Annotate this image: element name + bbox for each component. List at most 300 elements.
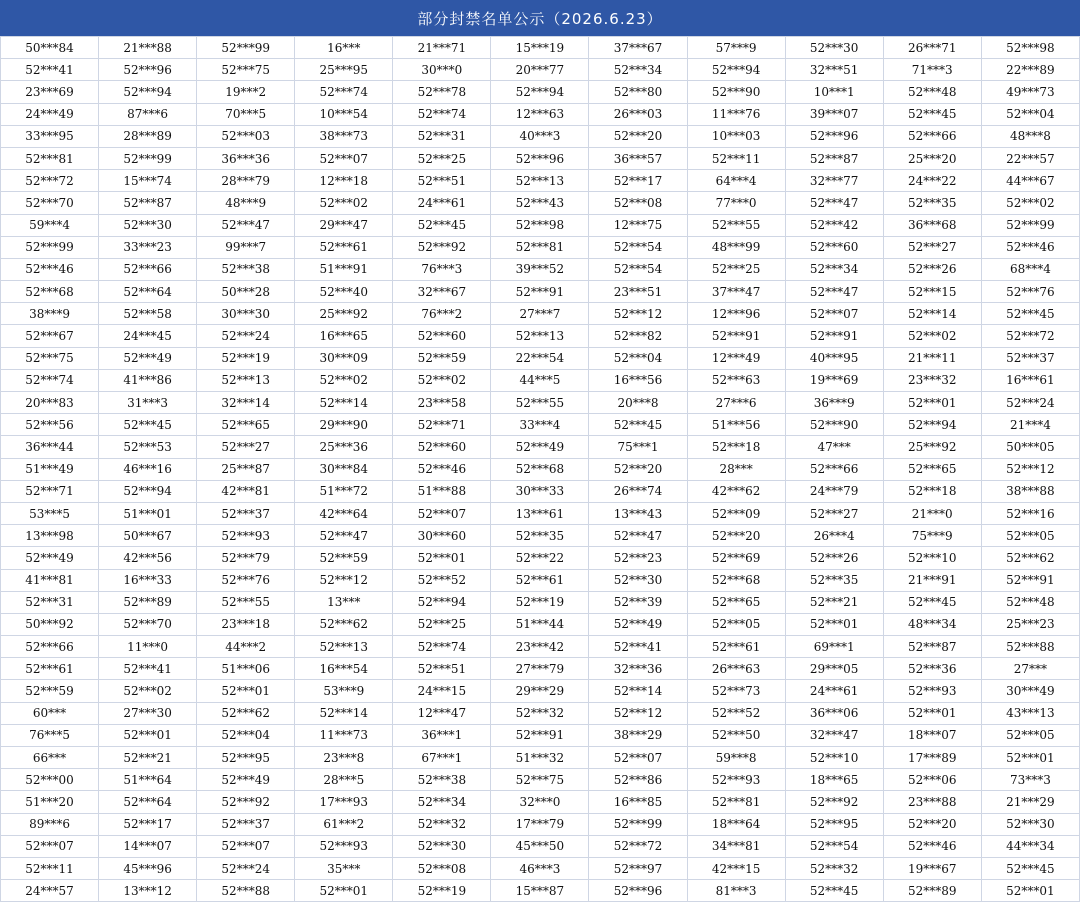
table-cell: 25***92 <box>883 436 981 458</box>
table-cell: 52***94 <box>393 591 491 613</box>
table-cell: 28*** <box>687 458 785 480</box>
table-cell: 52***45 <box>393 214 491 236</box>
table-row <box>1 857 1080 879</box>
table-cell: 23***88 <box>883 791 981 813</box>
table-cell: 52***80 <box>589 81 687 103</box>
table-cell: 51***88 <box>393 480 491 502</box>
table-cell: 52***13 <box>491 170 589 192</box>
table-cell: 52***70 <box>1 192 99 214</box>
table-cell: 22***54 <box>491 347 589 369</box>
table-cell: 25***95 <box>295 59 393 81</box>
table-cell: 52***74 <box>393 636 491 658</box>
table-cell: 52***60 <box>393 325 491 347</box>
table-cell: 42***56 <box>99 547 197 569</box>
table-cell: 75***1 <box>589 436 687 458</box>
table-cell: 52***81 <box>687 791 785 813</box>
table-cell: 52***24 <box>981 392 1079 414</box>
table-cell: 52***02 <box>981 192 1079 214</box>
table-cell: 48***8 <box>981 125 1079 147</box>
table-cell: 52***45 <box>883 591 981 613</box>
table-cell: 12***47 <box>393 702 491 724</box>
table-cell: 21***88 <box>99 37 197 59</box>
table-cell: 52***01 <box>981 880 1079 902</box>
table-cell: 69***1 <box>785 636 883 658</box>
table-cell: 52***36 <box>883 658 981 680</box>
table-cell: 52***08 <box>393 857 491 879</box>
table-cell: 52***61 <box>687 636 785 658</box>
table-cell: 52***89 <box>99 591 197 613</box>
table-cell: 52***64 <box>99 281 197 303</box>
table-cell: 52***68 <box>1 281 99 303</box>
table-cell: 52***94 <box>883 414 981 436</box>
table-cell: 52***45 <box>981 857 1079 879</box>
table-cell: 52***13 <box>491 325 589 347</box>
table-cell: 52***22 <box>491 547 589 569</box>
table-cell: 52***87 <box>99 192 197 214</box>
table-cell: 19***67 <box>883 857 981 879</box>
table-cell: 52***32 <box>491 702 589 724</box>
table-row <box>1 547 1080 569</box>
table-cell: 52***58 <box>99 303 197 325</box>
table-cell: 59***8 <box>687 747 785 769</box>
table-cell: 52***92 <box>785 791 883 813</box>
table-cell: 21***0 <box>883 502 981 524</box>
table-cell: 52***53 <box>99 436 197 458</box>
table-cell: 52***71 <box>393 414 491 436</box>
table-cell: 52***54 <box>589 258 687 280</box>
table-cell: 52***25 <box>687 258 785 280</box>
table-cell: 23***8 <box>295 747 393 769</box>
table-cell: 52***66 <box>1 636 99 658</box>
table-cell: 52***91 <box>785 325 883 347</box>
table-cell: 52***92 <box>393 236 491 258</box>
table-cell: 52***12 <box>981 458 1079 480</box>
table-cell: 52***01 <box>883 392 981 414</box>
table-row <box>1 369 1080 391</box>
table-cell: 52***47 <box>785 192 883 214</box>
table-cell: 29***05 <box>785 658 883 680</box>
table-row <box>1 236 1080 258</box>
table-cell: 52***34 <box>589 59 687 81</box>
table-cell: 52***61 <box>491 569 589 591</box>
table-cell: 26***4 <box>785 525 883 547</box>
table-cell: 75***9 <box>883 525 981 547</box>
table-cell: 52***05 <box>687 613 785 635</box>
table-cell: 52***93 <box>687 769 785 791</box>
table-cell: 43***13 <box>981 702 1079 724</box>
table-cell: 22***89 <box>981 59 1079 81</box>
table-cell: 52***17 <box>99 813 197 835</box>
table-row <box>1 569 1080 591</box>
table-cell: 52***34 <box>785 258 883 280</box>
table-cell: 52***08 <box>589 192 687 214</box>
table-cell: 52***19 <box>197 347 295 369</box>
table-row <box>1 880 1080 902</box>
table-row <box>1 636 1080 658</box>
table-cell: 52***56 <box>1 414 99 436</box>
table-cell: 52***11 <box>1 857 99 879</box>
table-cell: 52***62 <box>197 702 295 724</box>
table-cell: 25***92 <box>295 303 393 325</box>
table-cell: 52***96 <box>589 880 687 902</box>
table-cell: 51***06 <box>197 658 295 680</box>
table-cell: 52***61 <box>295 236 393 258</box>
table-cell: 73***3 <box>981 769 1079 791</box>
table-cell: 52***04 <box>197 724 295 746</box>
table-cell: 52***89 <box>883 880 981 902</box>
table-cell: 42***81 <box>197 480 295 502</box>
table-cell: 52***76 <box>197 569 295 591</box>
table-cell: 32***14 <box>197 392 295 414</box>
table-cell: 52***16 <box>981 502 1079 524</box>
table-row <box>1 59 1080 81</box>
table-cell: 76***3 <box>393 258 491 280</box>
table-cell: 27***7 <box>491 303 589 325</box>
table-cell: 52***10 <box>883 547 981 569</box>
table-cell: 27***30 <box>99 702 197 724</box>
table-cell: 52***88 <box>197 880 295 902</box>
table-cell: 52***59 <box>393 347 491 369</box>
table-cell: 50***84 <box>1 37 99 59</box>
table-cell: 52***63 <box>687 369 785 391</box>
table-cell: 52***06 <box>883 769 981 791</box>
table-cell: 52***01 <box>981 747 1079 769</box>
table-cell: 21***71 <box>393 37 491 59</box>
table-row <box>1 680 1080 702</box>
table-cell: 17***79 <box>491 813 589 835</box>
table-row <box>1 769 1080 791</box>
table-cell: 38***88 <box>981 480 1079 502</box>
table-cell: 15***19 <box>491 37 589 59</box>
table-cell: 21***4 <box>981 414 1079 436</box>
table-cell: 52***91 <box>491 281 589 303</box>
table-cell: 23***58 <box>393 392 491 414</box>
table-cell: 87***6 <box>99 103 197 125</box>
table-cell: 26***71 <box>883 37 981 59</box>
table-cell: 52***35 <box>785 569 883 591</box>
table-cell: 41***81 <box>1 569 99 591</box>
table-cell: 13***98 <box>1 525 99 547</box>
table-row <box>1 103 1080 125</box>
table-cell: 11***0 <box>99 636 197 658</box>
table-cell: 52***05 <box>981 525 1079 547</box>
table-cell: 51***20 <box>1 791 99 813</box>
table-cell: 52***66 <box>883 125 981 147</box>
table-cell: 52***20 <box>883 813 981 835</box>
table-cell: 52***81 <box>491 236 589 258</box>
table-cell: 52***26 <box>785 547 883 569</box>
table-cell: 52***49 <box>99 347 197 369</box>
table-cell: 32***47 <box>785 724 883 746</box>
table-cell: 52***14 <box>883 303 981 325</box>
table-cell: 16***33 <box>99 569 197 591</box>
table-cell: 52***07 <box>785 303 883 325</box>
table-cell: 52***15 <box>883 281 981 303</box>
table-cell: 52***49 <box>491 436 589 458</box>
table-cell: 52***10 <box>785 747 883 769</box>
table-cell: 52***09 <box>687 502 785 524</box>
table-cell: 52***30 <box>981 813 1079 835</box>
table-cell: 52***72 <box>1 170 99 192</box>
table-cell: 52***38 <box>393 769 491 791</box>
table-cell: 52***38 <box>197 258 295 280</box>
table-cell: 52***11 <box>687 147 785 169</box>
table-cell: 52***35 <box>883 192 981 214</box>
table-cell: 36***36 <box>197 147 295 169</box>
table-cell: 27***79 <box>491 658 589 680</box>
table-cell: 52***47 <box>197 214 295 236</box>
table-cell: 12***49 <box>687 347 785 369</box>
table-cell: 25***87 <box>197 458 295 480</box>
table-cell: 52***20 <box>687 525 785 547</box>
table-cell: 52***98 <box>491 214 589 236</box>
table-cell: 52***46 <box>981 236 1079 258</box>
table-cell: 52***91 <box>687 325 785 347</box>
table-cell: 52***37 <box>981 347 1079 369</box>
table-cell: 52***96 <box>99 59 197 81</box>
table-cell: 66*** <box>1 747 99 769</box>
table-cell: 52***46 <box>393 458 491 480</box>
table-cell: 52***46 <box>883 835 981 857</box>
table-row <box>1 525 1080 547</box>
table-cell: 25***36 <box>295 436 393 458</box>
table-cell: 52***90 <box>687 81 785 103</box>
table-cell: 52***94 <box>687 59 785 81</box>
table-cell: 32***0 <box>491 791 589 813</box>
table-cell: 52***52 <box>393 569 491 591</box>
table-cell: 61***2 <box>295 813 393 835</box>
table-cell: 40***3 <box>491 125 589 147</box>
table-cell: 17***93 <box>295 791 393 813</box>
table-cell: 13***12 <box>99 880 197 902</box>
table-row <box>1 414 1080 436</box>
table-cell: 52***13 <box>295 636 393 658</box>
table-cell: 36***9 <box>785 392 883 414</box>
table-cell: 52***96 <box>491 147 589 169</box>
table-cell: 67***1 <box>393 747 491 769</box>
table-cell: 52***39 <box>589 591 687 613</box>
table-cell: 52***94 <box>99 480 197 502</box>
table-cell: 52***72 <box>981 325 1079 347</box>
table-cell: 31***3 <box>99 392 197 414</box>
table-cell: 52***41 <box>1 59 99 81</box>
table-cell: 29***47 <box>295 214 393 236</box>
table-cell: 52***45 <box>99 414 197 436</box>
table-cell: 27***6 <box>687 392 785 414</box>
table-cell: 27*** <box>981 658 1079 680</box>
table-cell: 52***90 <box>785 414 883 436</box>
table-cell: 52***55 <box>491 392 589 414</box>
table-cell: 52***24 <box>197 325 295 347</box>
table-cell: 57***9 <box>687 37 785 59</box>
table-row <box>1 392 1080 414</box>
table-cell: 52***66 <box>785 458 883 480</box>
table-cell: 52***30 <box>99 214 197 236</box>
table-cell: 52***65 <box>687 591 785 613</box>
table-cell: 52***99 <box>589 813 687 835</box>
table-cell: 25***23 <box>981 613 1079 635</box>
table-cell: 52***02 <box>295 192 393 214</box>
table-cell: 20***77 <box>491 59 589 81</box>
table-cell: 52***47 <box>295 525 393 547</box>
table-cell: 52***68 <box>687 569 785 591</box>
table-cell: 24***61 <box>393 192 491 214</box>
table-cell: 52***45 <box>785 880 883 902</box>
table-cell: 29***29 <box>491 680 589 702</box>
table-cell: 77***0 <box>687 192 785 214</box>
table-cell: 52***20 <box>589 458 687 480</box>
table-cell: 52***27 <box>883 236 981 258</box>
table-cell: 52***62 <box>295 613 393 635</box>
table-cell: 42***64 <box>295 502 393 524</box>
table-cell: 36***68 <box>883 214 981 236</box>
table-cell: 40***95 <box>785 347 883 369</box>
table-cell: 15***87 <box>491 880 589 902</box>
table-cell: 47*** <box>785 436 883 458</box>
table-cell: 52***00 <box>1 769 99 791</box>
table-cell: 36***44 <box>1 436 99 458</box>
table-cell: 10***03 <box>687 125 785 147</box>
table-cell: 53***5 <box>1 502 99 524</box>
table-cell: 52***46 <box>1 258 99 280</box>
table-cell: 11***73 <box>295 724 393 746</box>
table-cell: 52***05 <box>981 724 1079 746</box>
table-cell: 52***04 <box>589 347 687 369</box>
table-cell: 52***75 <box>1 347 99 369</box>
table-cell: 42***62 <box>687 480 785 502</box>
table-cell: 52***47 <box>785 281 883 303</box>
table-cell: 44***5 <box>491 369 589 391</box>
table-cell: 52***75 <box>491 769 589 791</box>
table-cell: 16***54 <box>295 658 393 680</box>
table-cell: 52***13 <box>197 369 295 391</box>
table-cell: 52***50 <box>687 724 785 746</box>
table-row <box>1 591 1080 613</box>
table-cell: 29***90 <box>295 414 393 436</box>
table-cell: 50***92 <box>1 613 99 635</box>
table-cell: 32***51 <box>785 59 883 81</box>
table-cell: 51***72 <box>295 480 393 502</box>
table-cell: 52***14 <box>295 702 393 724</box>
table-cell: 52***70 <box>99 613 197 635</box>
table-cell: 42***15 <box>687 857 785 879</box>
table-cell: 16***65 <box>295 325 393 347</box>
table-cell: 52***51 <box>393 658 491 680</box>
table-cell: 32***77 <box>785 170 883 192</box>
table-cell: 52***12 <box>589 702 687 724</box>
table-cell: 24***45 <box>99 325 197 347</box>
table-cell: 52***19 <box>393 880 491 902</box>
table-cell: 52***73 <box>687 680 785 702</box>
table-cell: 49***73 <box>981 81 1079 103</box>
table-cell: 51***01 <box>99 502 197 524</box>
table-cell: 39***52 <box>491 258 589 280</box>
table-cell: 22***57 <box>981 147 1079 169</box>
table-row <box>1 192 1080 214</box>
table-cell: 24***15 <box>393 680 491 702</box>
table-cell: 33***4 <box>491 414 589 436</box>
table-row <box>1 835 1080 857</box>
table-cell: 45***96 <box>99 857 197 879</box>
table-cell: 52***03 <box>197 125 295 147</box>
table-cell: 52***91 <box>981 569 1079 591</box>
table-cell: 12***18 <box>295 170 393 192</box>
table-cell: 52***40 <box>295 281 393 303</box>
table-cell: 52***47 <box>589 525 687 547</box>
table-cell: 30***30 <box>197 303 295 325</box>
table-cell: 18***07 <box>883 724 981 746</box>
table-cell: 26***63 <box>687 658 785 680</box>
table-cell: 81***3 <box>687 880 785 902</box>
table-cell: 52***01 <box>393 547 491 569</box>
table-cell: 30***60 <box>393 525 491 547</box>
table-cell: 52***66 <box>99 258 197 280</box>
table-cell: 21***91 <box>883 569 981 591</box>
table-cell: 52***98 <box>981 37 1079 59</box>
table-cell: 30***49 <box>981 680 1079 702</box>
table-cell: 52***23 <box>589 547 687 569</box>
table-row <box>1 125 1080 147</box>
table-cell: 52***21 <box>785 591 883 613</box>
table-cell: 30***0 <box>393 59 491 81</box>
table-cell: 52***88 <box>981 636 1079 658</box>
table-cell: 52***99 <box>981 214 1079 236</box>
table-cell: 52***43 <box>491 192 589 214</box>
table-cell: 52***49 <box>589 613 687 635</box>
table-cell: 34***81 <box>687 835 785 857</box>
table-cell: 30***09 <box>295 347 393 369</box>
table-cell: 52***42 <box>785 214 883 236</box>
table-cell: 16***56 <box>589 369 687 391</box>
table-cell: 52***37 <box>197 813 295 835</box>
table-cell: 52***02 <box>883 325 981 347</box>
table-row <box>1 281 1080 303</box>
table-cell: 12***96 <box>687 303 785 325</box>
table-cell: 52***76 <box>981 281 1079 303</box>
table-cell: 52***31 <box>1 591 99 613</box>
table-cell: 52***62 <box>981 547 1079 569</box>
table-cell: 23***51 <box>589 281 687 303</box>
table-cell: 52***65 <box>197 414 295 436</box>
table-cell: 18***64 <box>687 813 785 835</box>
table-cell: 52***25 <box>393 613 491 635</box>
table-cell: 33***95 <box>1 125 99 147</box>
table-row <box>1 347 1080 369</box>
table-cell: 51***56 <box>687 414 785 436</box>
table-cell: 17***89 <box>883 747 981 769</box>
table-cell: 59***4 <box>1 214 99 236</box>
table-cell: 99***7 <box>197 236 295 258</box>
table-cell: 52***07 <box>295 147 393 169</box>
table-cell: 52***18 <box>883 480 981 502</box>
table-cell: 51***64 <box>99 769 197 791</box>
table-cell: 24***49 <box>1 103 99 125</box>
table-cell: 52***27 <box>197 436 295 458</box>
table-cell: 28***79 <box>197 170 295 192</box>
table-cell: 52***87 <box>883 636 981 658</box>
table-cell: 52***17 <box>589 170 687 192</box>
table-cell: 10***1 <box>785 81 883 103</box>
table-cell: 52***18 <box>687 436 785 458</box>
table-cell: 52***99 <box>99 147 197 169</box>
table-cell: 25***20 <box>883 147 981 169</box>
table-cell: 18***65 <box>785 769 883 791</box>
table-cell: 52***69 <box>687 547 785 569</box>
table-cell: 23***18 <box>197 613 295 635</box>
table-cell: 23***32 <box>883 369 981 391</box>
table-cell: 89***6 <box>1 813 99 835</box>
table-cell: 35*** <box>295 857 393 879</box>
